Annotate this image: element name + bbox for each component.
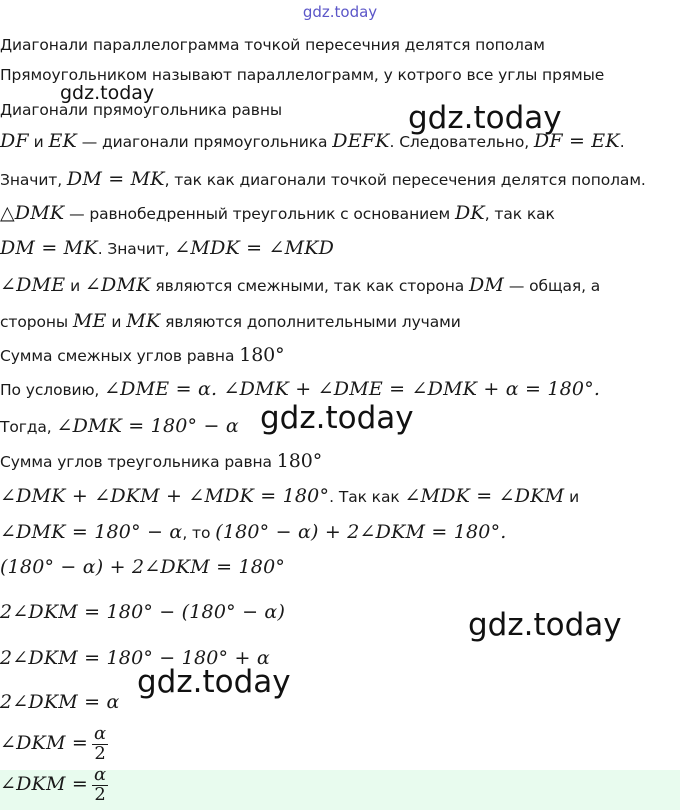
math-me: ME	[72, 310, 107, 332]
text-sum-triangle: Сумма углов треугольника равна	[0, 453, 277, 471]
math-dm-eq-mk: DM = MK	[66, 168, 165, 190]
math-mk: MK	[126, 310, 161, 332]
text-line-10	[0, 344, 285, 366]
math-mdk-eq-dkm: ∠MDK = ∠DKM	[404, 485, 565, 507]
text-sum-adjacent: Сумма смежных углов равна	[0, 347, 240, 365]
math-equation-5: ∠DKM =	[0, 731, 88, 754]
text-since: , так как	[484, 205, 555, 223]
text-by-condition: По условию,	[0, 381, 105, 399]
text-line-3: Диагонали прямоугольника равны	[0, 101, 283, 119]
math-equation-1: (180° − α) + 2∠DKM = 180°	[0, 556, 286, 578]
text-line-15	[0, 521, 507, 543]
text-and: и	[28, 133, 49, 151]
text-line-8	[0, 274, 600, 296]
watermark-4: gdz.today	[468, 607, 622, 643]
text-line-1: Диагонали параллелограмма точкой пересечния делятся пополам	[0, 36, 545, 54]
text-line-17	[0, 601, 285, 623]
math-180: 180°	[239, 344, 285, 366]
text-and-4: и	[564, 488, 580, 506]
math-ek: EK	[48, 130, 77, 152]
math-substitution: (180° − α) + 2∠DKM = 180°.	[215, 521, 507, 543]
math-equation-3: 2∠DKM = 180° − 180° + α	[0, 647, 270, 669]
text-line-16	[0, 556, 285, 578]
text-and-2: и	[65, 277, 85, 295]
fraction-denominator: 2	[94, 742, 106, 764]
watermark-top: gdz.today	[302, 3, 378, 21]
math-condition: ∠DME = α. ∠DMK + ∠DME = ∠DMK + α = 180°.	[104, 378, 601, 400]
math-defk: DEFK	[332, 130, 390, 152]
fraction-answer	[92, 766, 108, 805]
math-df: DF	[0, 130, 29, 152]
math-dm-eq-mk-2: DM = MK	[0, 237, 98, 259]
watermark-1: gdz.today	[60, 82, 155, 104]
text-then: Тогда,	[0, 418, 57, 436]
math-equation-4: 2∠DKM = α	[0, 691, 120, 713]
text-reason: , так как диагонали точкой пересечения делятся пополам.	[164, 171, 646, 189]
text-rays: являются дополнительными лучами	[160, 313, 461, 331]
text-line-5	[0, 168, 646, 190]
text-line-6	[0, 202, 555, 224]
math-triangle-dmk: △DMK	[0, 202, 65, 224]
text-period: .	[619, 133, 625, 151]
math-angle-dme: ∠DME	[0, 274, 66, 296]
watermark-5: gdz.today	[137, 664, 291, 700]
text-since-2: . Так как	[329, 488, 405, 506]
text-line-7	[0, 237, 334, 259]
text-isosceles: — равнобедренный треугольник с основанием	[64, 205, 455, 223]
watermark-2: gdz.today	[408, 100, 562, 136]
answer-numerator: α	[93, 764, 107, 785]
text-line-11	[0, 378, 600, 400]
math-angle-equality: ∠MDK = ∠MKD	[174, 237, 335, 259]
math-angle-dmk: ∠DMK	[84, 274, 151, 296]
math-equation-2: 2∠DKM = 180° − (180° − α)	[0, 601, 286, 623]
text-line-19	[0, 691, 120, 713]
text-line-14	[0, 485, 579, 507]
math-180-2: 180°	[276, 450, 323, 472]
text-adjacent: являются смежными, так как сторона	[150, 277, 469, 295]
text-line-2: Прямоугольником называют параллелограмм, у котрого все углы прямые	[0, 66, 605, 84]
text-and-3: и	[106, 313, 127, 331]
fraction-1	[92, 725, 108, 764]
text-line-12	[0, 415, 239, 437]
text-diagonals: — диагонали прямоугольника	[76, 133, 333, 151]
math-dmk-value-2: ∠DMK = 180° − α	[0, 521, 183, 543]
text-sides: стороны	[0, 313, 73, 331]
text-znachit-2: . Значит,	[97, 240, 175, 258]
text-then-2: , то	[182, 524, 216, 542]
fraction-numerator: α	[93, 723, 107, 744]
text-common: — общая, а	[504, 277, 601, 295]
text-znachit: Значит,	[0, 171, 67, 189]
answer-line	[0, 766, 108, 805]
text-therefore: . Следовательно,	[389, 133, 534, 151]
math-dm: DM	[469, 274, 505, 296]
answer-denominator: 2	[94, 783, 106, 805]
math-angle-sum: ∠DMK + ∠DKM + ∠MDK = 180°	[0, 485, 330, 507]
math-dk: DK	[454, 202, 485, 224]
text-line-20	[0, 725, 108, 764]
text-line-9	[0, 310, 461, 332]
watermark-3: gdz.today	[260, 400, 414, 436]
math-answer: ∠DKM =	[0, 772, 88, 795]
math-df-eq-ek: DF = EK	[533, 130, 620, 152]
math-dmk-value: ∠DMK = 180° − α	[56, 415, 239, 437]
text-line-13	[0, 450, 322, 472]
